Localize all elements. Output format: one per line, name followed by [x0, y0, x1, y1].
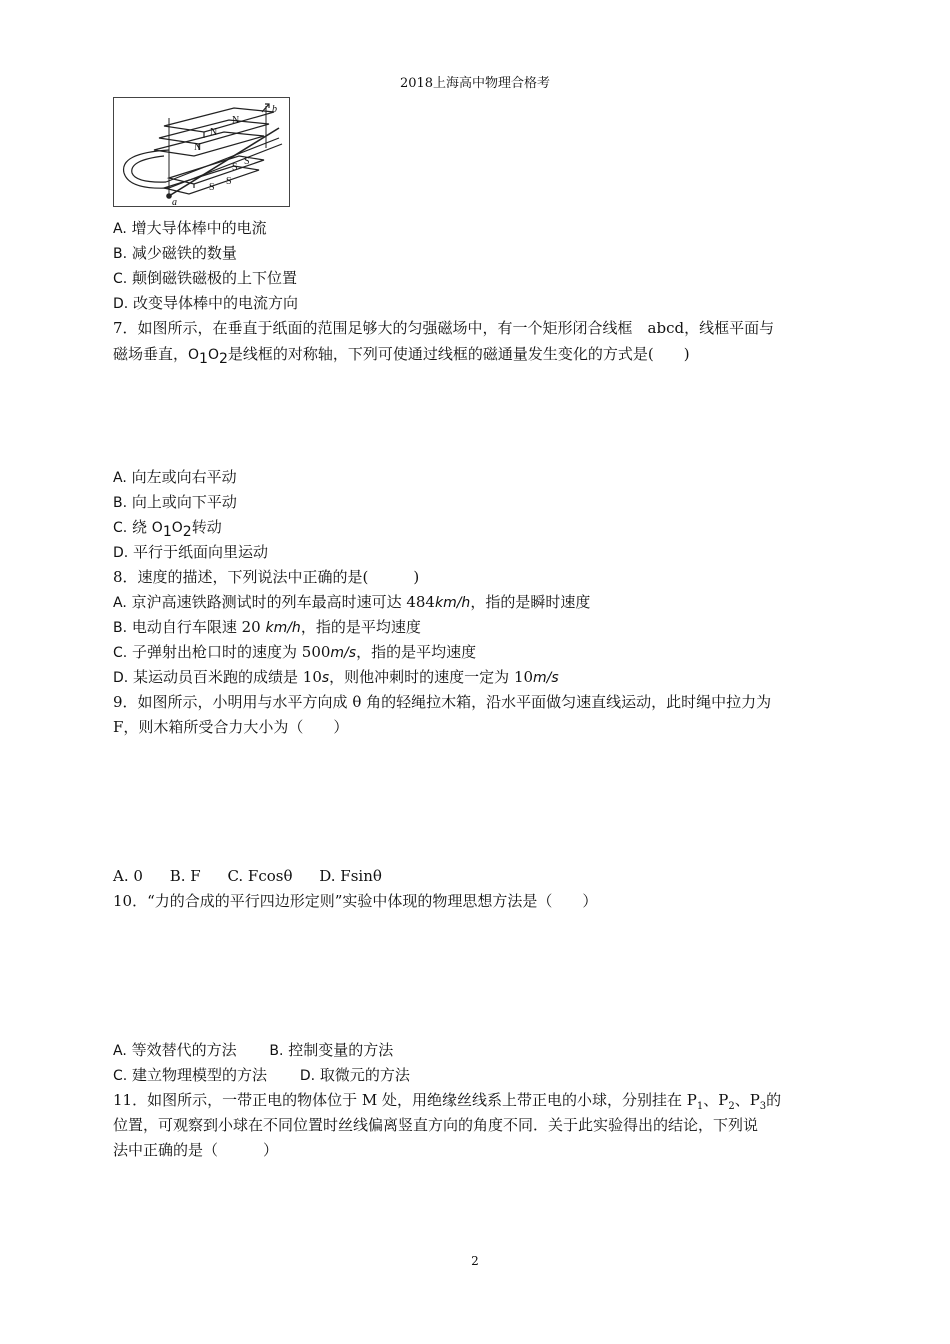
page-header: 2018上海高中物理合格考 [399, 76, 551, 91]
option-letter: B. [113, 620, 128, 636]
option-text: 建立物理模型的方法 [132, 1066, 268, 1084]
label-n-1: N [232, 115, 240, 126]
q7-text-pre: 磁场垂直， [113, 345, 189, 363]
option-letter: A. [113, 1043, 127, 1059]
option-text-post: 转动 [191, 518, 222, 536]
q8-option-c [113, 642, 476, 663]
option-letter: A. [113, 221, 127, 237]
q10-options-row2 [113, 1065, 410, 1086]
option-letter: D. [299, 1068, 316, 1084]
label-s-1: S [244, 156, 250, 167]
label-s-3: S [226, 176, 232, 187]
option-letter: A. [113, 470, 127, 486]
q11-stem-line3: 法中正确的是（ ） [113, 1141, 279, 1159]
q6-option-c [113, 268, 297, 289]
option-text: 京沪高速铁路测试时的列车最高时速可达 484 [131, 593, 435, 611]
unit: s [321, 670, 330, 686]
unit: m/s [533, 670, 559, 686]
option-text-post: ，指的是平均速度 [300, 618, 421, 636]
q8-option-a [113, 592, 590, 613]
label-a: a [172, 197, 177, 206]
q7-axis-sub1: 1 [199, 351, 208, 367]
option-letter: A. [113, 595, 127, 611]
option-text: 颠倒磁铁磁极的上下位置 [132, 269, 298, 287]
axis-sub2: 2 [182, 524, 192, 540]
option-letter: C. [113, 271, 128, 287]
q11-stem-line1 [113, 1090, 781, 1117]
magnet-top-1 [164, 108, 274, 132]
q10-stem: 10．“力的合成的平行四边形定则”实验中体现的物理思想方法是（ ） [113, 892, 598, 910]
option-text: 增大导体棒中的电流 [131, 219, 267, 237]
option-text: 某运动员百米跑的成绩是 10 [133, 668, 322, 686]
q11-sub1: 1 [696, 1101, 704, 1112]
q10-options-row1 [113, 1040, 393, 1061]
unit: km/h [434, 595, 471, 611]
q7-option-c [113, 517, 222, 542]
option-letter: D. [113, 296, 129, 312]
q9-option-a: A. 0 [113, 867, 143, 885]
option-text: 改变导体棒中的电流方向 [133, 294, 299, 312]
option-text-post: ，指的是瞬时速度 [470, 593, 591, 611]
q7-text-post: 是线框的对称轴，下列可使通过线框的磁通量发生变化的方式是( ) [227, 345, 690, 363]
q7-axis-o2: O [207, 347, 219, 363]
option-text: 绕 [132, 518, 152, 536]
q9-option-c: C. Fcosθ [227, 867, 293, 885]
option-letter: C. [113, 1068, 128, 1084]
q9-option-b: B. F [169, 867, 201, 885]
q9-options [113, 866, 382, 886]
option-letter: D. [113, 545, 129, 561]
option-letter: C. [113, 645, 128, 661]
label-n-2: N [210, 127, 218, 138]
q6-option-a [113, 218, 267, 239]
q7-axis-o1: O [188, 347, 200, 363]
q6-option-b [113, 243, 237, 264]
q11-sub3: 3 [759, 1101, 767, 1112]
option-text: 子弹射出枪口时的速度为 500 [132, 643, 331, 661]
q7-option-b [113, 492, 237, 513]
q7-axis-sub2: 2 [219, 351, 228, 367]
option-text: 取微元的方法 [319, 1066, 410, 1084]
label-s-4: S [209, 182, 215, 193]
q11-text-pre: 11．如图所示，一带正电的物体位于 M 处，用绝缘丝线系上带正电的小球，分别挂在 P [113, 1091, 697, 1109]
label-s-2: S [232, 162, 238, 173]
q9-stem-line2: F，则木箱所受合力大小为（ ） [113, 718, 349, 736]
label-b: b [272, 104, 277, 115]
q8-stem: 8．速度的描述，下列说法中正确的是( ) [113, 568, 420, 586]
q7-option-a [113, 467, 237, 488]
option-text-mid: ，则他冲刺时的速度一定为 10 [329, 668, 534, 686]
unit: m/s [330, 645, 357, 661]
q6-option-d [113, 293, 298, 314]
q8-option-b [113, 617, 421, 638]
axis-o2: O [171, 520, 183, 536]
option-text: 向左或向右平动 [131, 468, 237, 486]
option-letter: D. [113, 670, 129, 686]
unit: km/h [265, 620, 301, 636]
axis-sub1: 1 [162, 524, 172, 540]
option-text: 向上或向下平动 [131, 493, 237, 511]
magnet-rail-figure [113, 97, 290, 207]
q7-option-d [113, 542, 268, 563]
option-letter: C. [113, 520, 128, 536]
q11-stem-line2: 位置，可观察到小球在不同位置时丝线偏离竖直方向的角度不同．关于此实验得出的结论，下列说 [113, 1116, 759, 1134]
q11-sep1: 、P [703, 1091, 729, 1109]
option-letter: B. [113, 246, 128, 262]
q11-sep2: 、P [734, 1091, 760, 1109]
q8-option-d [113, 667, 559, 688]
option-letter: B. [269, 1043, 284, 1059]
option-text: 等效替代的方法 [131, 1041, 237, 1059]
q11-text-post: 的 [766, 1091, 782, 1109]
q9-option-d: D. Fsinθ [319, 867, 382, 885]
page-number: 2 [471, 1254, 479, 1268]
label-n-3: N [194, 142, 202, 153]
q7-stem-line2 [113, 344, 690, 369]
option-text: 控制变量的方法 [288, 1041, 394, 1059]
option-text: 电动自行车限速 20 [131, 618, 266, 636]
option-letter: B. [113, 495, 128, 511]
option-text-post: ，指的是平均速度 [356, 643, 477, 661]
q7-stem-line1: 7．如图所示，在垂直于纸面的范围足够大的匀强磁场中，有一个矩形闭合线框 abcd，线框平面与 [113, 319, 775, 337]
option-text: 减少磁铁的数量 [131, 244, 237, 262]
q11-sub2: 2 [728, 1101, 735, 1112]
option-text: 平行于纸面向里运动 [133, 543, 269, 561]
magnet-rail-diagram [114, 98, 289, 206]
q9-stem-line1: 9．如图所示，小明用与水平方向成 θ 角的轻绳拉木箱，沿水平面做匀速直线运动，此时绳中拉力为 [113, 693, 772, 711]
axis-o1: O [151, 520, 163, 536]
